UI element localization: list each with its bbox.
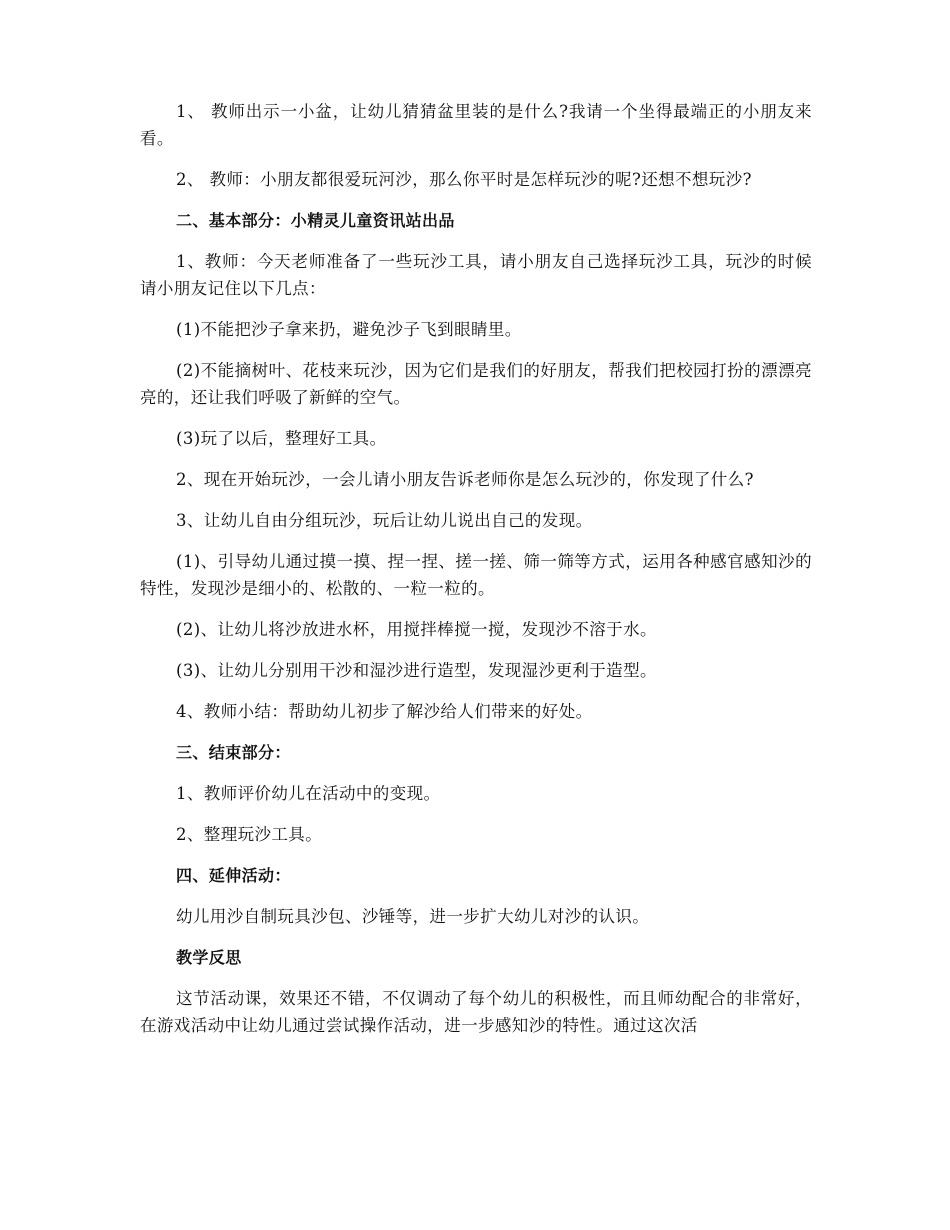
body-paragraph: (2)、让幼儿将沙放进水杯，用搅拌棒搅一搅，发现沙不溶于水。 <box>176 620 657 639</box>
document-body <box>140 98 812 1053</box>
body-paragraph: 2、现在开始玩沙，一会儿请小朋友告诉老师你是怎么玩沙的，你发现了什么? <box>176 470 754 489</box>
body-paragraph: 2、整理玩沙工具。 <box>176 825 323 844</box>
body-paragraph: (3)、让幼儿分别用干沙和湿沙进行造型，发现湿沙更利于造型。 <box>176 661 657 680</box>
body-paragraph: (3)玩了以后，整理好工具。 <box>176 429 387 448</box>
body-paragraph: 2、 教师：小朋友都很爱玩河沙，那么你平时是怎样玩沙的呢?还想不想玩沙? <box>176 170 752 189</box>
body-paragraph: (2)不能摘树叶、花枝来玩沙，因为它们是我们的好朋友，帮我们把校园打扮的漂漂亮亮的，还让我们呼吸了新鲜的空气。 <box>140 361 812 407</box>
section-heading: 二、基本部分：小精灵儿童资讯站出品 <box>176 211 455 230</box>
section-heading: 四、延伸活动： <box>176 866 291 885</box>
body-paragraph: (1)、引导幼儿通过摸一摸、捏一捏、搓一搓、筛一筛等方式，运用各种感官感知沙的特性，发现沙是细小的、松散的、一粒一粒的。 <box>140 552 812 598</box>
section-heading: 三、结束部分： <box>176 743 291 762</box>
body-paragraph: 1、教师：今天老师准备了一些玩沙工具，请小朋友自己选择玩沙工具，玩沙的时候请小朋友记住以下几点： <box>140 252 812 298</box>
body-paragraph: 4、教师小结：帮助幼儿初步了解沙给人们带来的好处。 <box>176 702 593 721</box>
body-paragraph: 1、 教师出示一小盆，让幼儿猜猜盆里装的是什么?我请一个坐得最端正的小朋友来看。 <box>140 102 812 148</box>
body-paragraph: 这节活动课，效果还不错，不仅调动了每个幼儿的积极性，而且师幼配合的非常好，在游戏活动中让幼儿通过尝试操作活动，进一步感知沙的特性。通过这次活 <box>140 989 812 1035</box>
body-paragraph: (1)不能把沙子拿来扔，避免沙子飞到眼睛里。 <box>176 320 522 339</box>
body-paragraph: 幼儿用沙自制玩具沙包、沙锤等，进一步扩大幼儿对沙的认识。 <box>176 907 650 926</box>
section-heading: 教学反思 <box>176 948 242 967</box>
body-paragraph: 3、让幼儿自由分组玩沙，玩后让幼儿说出自己的发现。 <box>176 511 593 530</box>
body-paragraph: 1、教师评价幼儿在活动中的变现。 <box>176 784 441 803</box>
